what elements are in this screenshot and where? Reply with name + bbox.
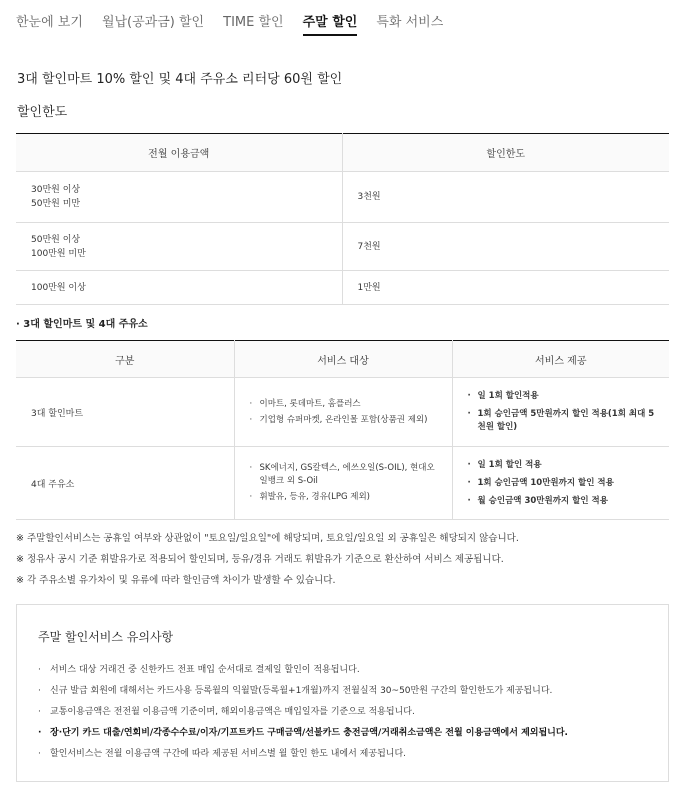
target-cell [234,447,452,520]
target-cell [234,378,452,447]
service-table [16,340,669,520]
usage-range-max: 100만원 미만 [31,248,86,259]
usage-range-min: 50만원 이상 [31,234,81,245]
notice-item: · 장·단기 카드 대출/연회비/각종수수료/이자/기프트카드 구매금액/선불카드 충전금액/거래취소금액은 전월 이용금액에서 제외됩니다. [38,723,668,744]
usage-range-cell [16,172,342,223]
table-row [16,378,669,447]
list-item: · 1회 승인금액 5만원까지 할인 적용(1회 최대 5천원 할인) [468,408,660,434]
table-row [16,172,669,223]
tab-monthly-bill-discount[interactable]: 월납(공과금) 할인 [101,15,205,30]
list-item: · 1회 승인금액 10만원까지 할인 적용 [468,477,660,490]
notice-item: · 신규 발급 회원에 대해서는 카드사용 등록월의 익월말(등록월+1개월)까지 전월실적 30~50만원 구간의 할인한도가 제공됩니다. [38,681,668,702]
column-header: 서비스 제공 [452,341,669,378]
tab-time-discount[interactable]: TIME 할인 [223,15,284,30]
column-header: 서비스 대상 [234,341,452,378]
benefit-headline: 3대 할인마트 10% 할인 및 4대 주유소 리터당 60원 할인 [17,72,343,87]
tab-special-services[interactable]: 특화 서비스 [376,15,444,30]
discount-limit-table [16,133,669,305]
notice-box [16,604,669,782]
service-section-title: · 3대 할인마트 및 4대 주유소 [16,319,148,330]
usage-range-max: 50만원 미만 [31,199,81,209]
list-item: · 휘발유, 등유, 경유(LPG 제외) [250,491,442,504]
table-row [16,447,669,520]
footnotes [16,528,519,591]
footnote: ※ 정유사 공시 기준 휘발유가로 적용되어 할인되며, 등유/경유 거래도 휘발유가 기준으로 환산하여 서비스 제공됩니다. [16,554,504,565]
list-item: · SK에너지, GS칼텍스, 에쓰오일(S-OIL), 현대오일뱅크 외 S-Oil [250,462,442,488]
provision-cell [452,378,669,447]
list-item: · 기업형 슈퍼마켓, 온라인몰 포함(상품권 제외) [250,414,442,427]
category-cell: 3대 할인마트 [16,378,234,447]
usage-range-min: 30만원 이상 [31,185,81,195]
table-header-row [16,341,669,378]
table-row [16,223,669,271]
notice-item: · 교통이용금액은 전전월 이용금액 기준이며, 해외이용금액은 매입일자를 기준으로 적용됩니다. [38,702,668,723]
usage-range-min: 100만원 이상 [31,282,86,293]
notice-title: 주말 할인서비스 유의사항 [38,630,174,644]
table-row [16,271,669,305]
limit-cell: 7천원 [342,223,669,271]
column-header: 구분 [16,341,234,378]
notice-item: · 할인서비스는 전월 이용금액 구간에 따라 제공된 서비스별 월 할인 한도 내에서 제공됩니다. [38,744,668,765]
limit-cell: 1만원 [342,271,669,305]
usage-range-cell [16,223,342,271]
provision-cell [452,447,669,520]
list-item: · 월 승인금액 30만원까지 할인 적용 [468,495,660,508]
tab-weekend-discount[interactable]: 주말 할인 [303,0,358,36]
notice-item: · 서비스 대상 거래건 중 신한카드 전표 매입 순서대로 결제일 할인이 적용됩니다. [38,660,668,681]
column-header: 전월 이용금액 [16,134,342,172]
limit-section-title: 할인한도 [17,105,68,120]
footnote: ※ 각 주유소별 유가차이 및 유류에 따라 할인금액 차이가 발생할 수 있습니다. [16,575,336,586]
limit-cell: 3천원 [342,172,669,223]
table-header-row [16,134,669,172]
list-item: · 일 1회 할인적용 [468,390,660,403]
footnote: ※ 주말할인서비스는 공휴일 여부와 상관없이 "토요일/일요일"에 해당되며, 토요일/일요일 외 공휴일은 해당되지 않습니다. [16,533,519,544]
usage-range-cell [16,271,342,305]
tab-bar [16,0,462,36]
list-item: · 이마트, 롯데마트, 홈플러스 [250,398,442,411]
category-cell: 4대 주유소 [16,447,234,520]
column-header: 할인한도 [342,134,669,172]
tab-overview[interactable]: 한눈에 보기 [16,15,83,30]
list-item: · 일 1회 할인 적용 [468,459,660,472]
